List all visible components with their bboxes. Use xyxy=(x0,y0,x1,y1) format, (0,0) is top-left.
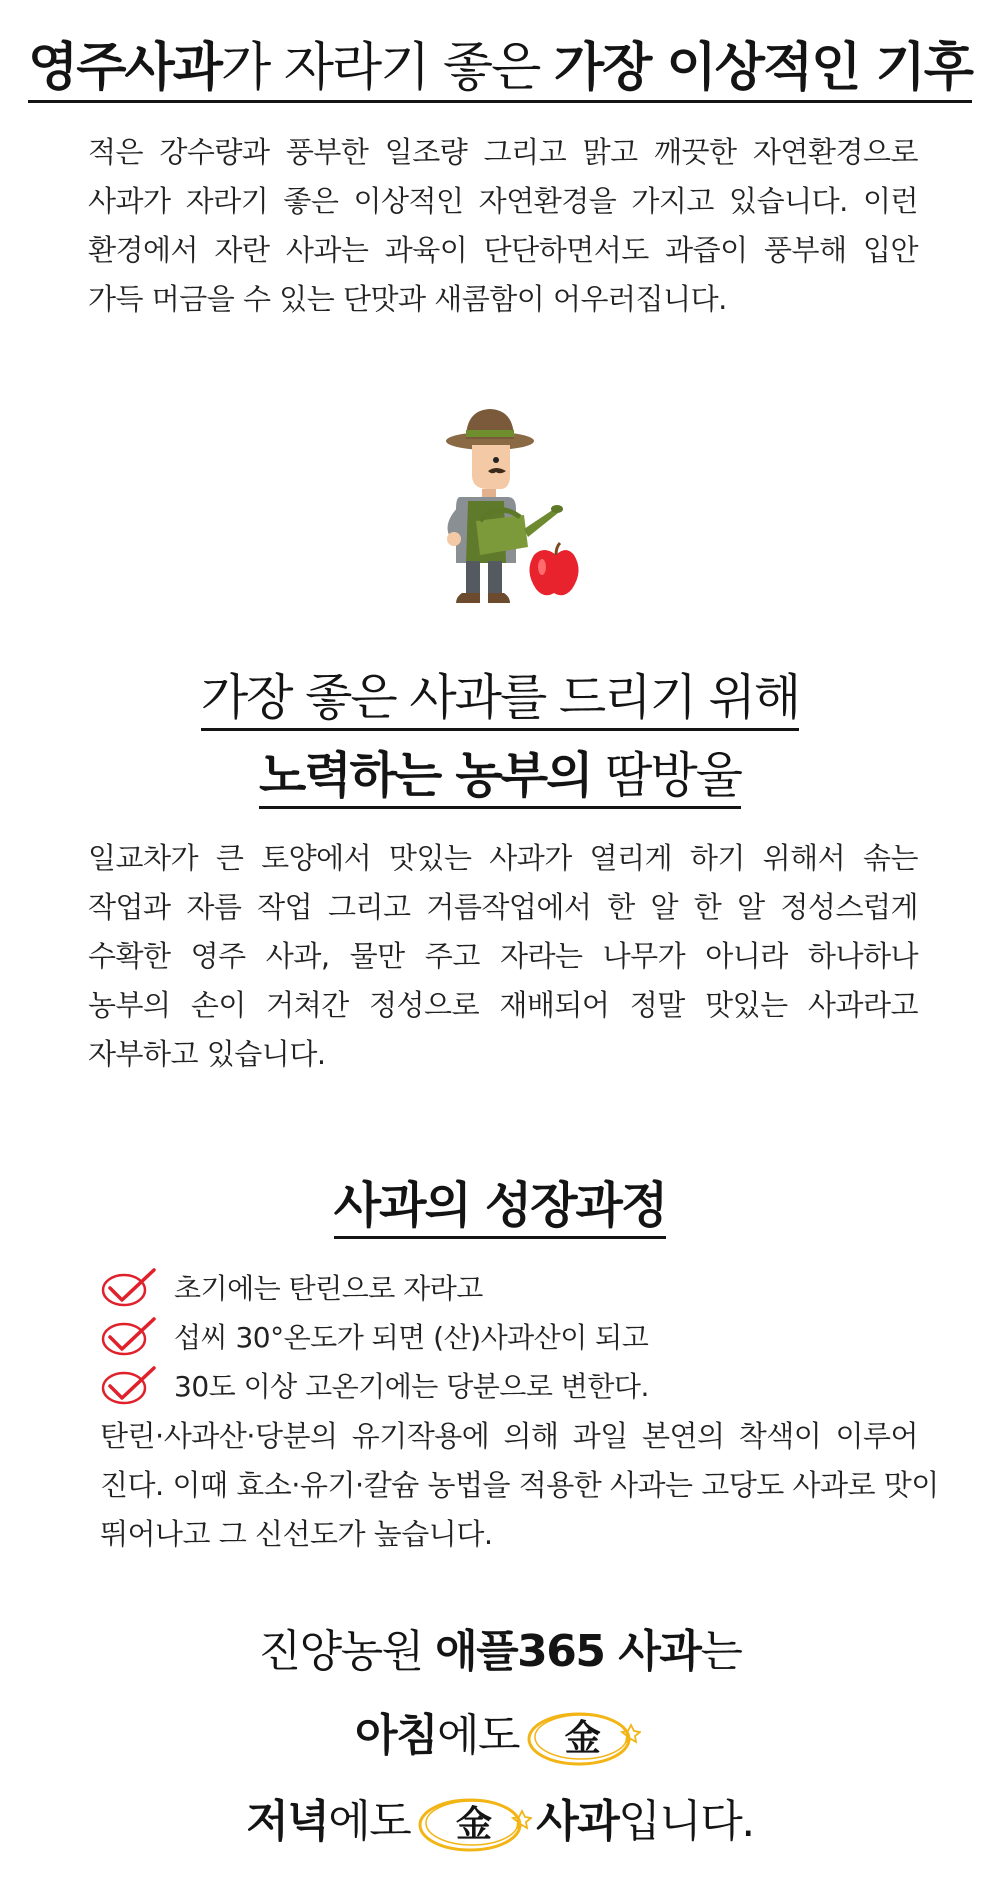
section2-line: 자부하고 있습니다. xyxy=(88,1037,326,1071)
closing-is: 입니다. xyxy=(618,1796,754,1847)
section2-title-normal: 땀방울 xyxy=(591,747,741,804)
checklist-text: 30도 이상 고온기에는 당분으로 변한다. xyxy=(174,1369,649,1403)
closing-brand: 애플365 사과 xyxy=(435,1626,701,1677)
gold-character: 金 xyxy=(455,1803,491,1845)
closing-line1 xyxy=(0,1612,1000,1692)
section2-line: 일교차가 큰 토양에서 맛있는 사과가 열리게 하기 위해서 솎는 xyxy=(88,841,918,875)
checklist-item xyxy=(100,1360,920,1409)
section2-line: 작업과 자름 작업 그리고 거름작업에서 한 알 한 알 정성스럽게 xyxy=(88,890,918,924)
checklist-item xyxy=(100,1311,920,1360)
closing-line3 xyxy=(0,1782,1000,1862)
section2-title-bold: 노력하는 농부의 xyxy=(259,747,592,804)
section2-title-line2 xyxy=(0,738,1000,814)
right-boot xyxy=(488,593,510,603)
growth-checklist xyxy=(100,1262,920,1409)
closing-also-2: 에도 xyxy=(328,1796,411,1847)
face xyxy=(472,445,510,489)
section3-paragraph xyxy=(100,1412,939,1559)
closing-apple: 사과 xyxy=(536,1796,619,1847)
section1-line: 사과가 자라기 좋은 이상적인 자연환경을 가지고 있습니다. 이런 xyxy=(88,184,918,218)
watering-can-body xyxy=(476,515,528,555)
section3-title xyxy=(0,1168,1000,1244)
section2-title-line2-underline xyxy=(259,747,741,809)
apple-highlight xyxy=(538,559,546,575)
section1-line: 환경에서 자란 사과는 과육이 단단하면서도 과즙이 풍부해 입안 xyxy=(88,233,918,267)
closing-farm-name: 진양농원 xyxy=(258,1626,436,1677)
title-bold-ideal-climate: 가장 이상적인 기후 xyxy=(553,38,972,98)
farmer-watering-apple-icon xyxy=(420,405,600,610)
apple xyxy=(529,550,578,595)
left-boot xyxy=(456,593,480,603)
closing-morning: 아침 xyxy=(354,1710,437,1761)
watering-can-rose xyxy=(551,505,563,513)
section2-line: 수확한 영주 사과, 물만 주고 자라는 나무가 아니라 하나하나 xyxy=(88,939,918,973)
check-mark-icon xyxy=(100,1266,158,1308)
section3-line: 진다. 이때 효소·유기·칼슘 농법을 적용한 사과는 고당도 사과로 맛이 xyxy=(100,1468,939,1502)
check-mark-icon xyxy=(100,1315,158,1357)
closing-also: 에도 xyxy=(437,1710,520,1761)
section3-title-text: 사과의 성장과정 xyxy=(334,1177,666,1239)
title-normal-text: 가 자라기 좋은 xyxy=(220,38,554,98)
section1-line: 적은 강수량과 풍부한 일조량 그리고 맑고 깨끗한 자연환경으로 xyxy=(88,135,918,169)
closing-evening: 저녁 xyxy=(246,1796,329,1847)
section1-line: 가득 머금을 수 있는 단맛과 새콤함이 어우러집니다. xyxy=(88,282,727,316)
section2-line: 농부의 손이 거쳐간 정성으로 재배되어 정말 맛있는 사과라고 xyxy=(88,988,918,1022)
watering-can-spout xyxy=(524,509,558,537)
section3-line: 탄린·사과산·당분의 유기작용에 의해 과일 본연의 착색이 이루어 xyxy=(100,1419,918,1453)
hand xyxy=(447,532,461,546)
gold-character: 金 xyxy=(564,1717,600,1759)
section1-title-underline xyxy=(28,38,972,103)
hat-band xyxy=(466,430,514,437)
neck xyxy=(482,489,496,497)
closing-particle: 는 xyxy=(700,1626,742,1677)
gold-badge xyxy=(523,1707,641,1769)
section1-title xyxy=(0,28,1000,108)
section3-line: 뛰어나고 그 신선도가 높습니다. xyxy=(100,1517,493,1551)
checklist-item xyxy=(100,1262,920,1311)
check-mark-icon xyxy=(100,1364,158,1406)
right-leg xyxy=(488,561,502,595)
closing-line2 xyxy=(0,1696,1000,1776)
checklist-text: 초기에는 탄린으로 자라고 xyxy=(174,1271,483,1305)
title-bold-yeongju-apple: 영주사과 xyxy=(28,38,221,98)
section2-title-line1-text: 가장 좋은 사과를 드리기 위해 xyxy=(201,669,799,731)
left-leg xyxy=(466,561,480,595)
section1-paragraph xyxy=(88,128,918,324)
eye xyxy=(493,457,499,463)
section2-paragraph xyxy=(88,834,918,1079)
checklist-text: 섭씨 30°온도가 되면 (산)사과산이 되고 xyxy=(174,1320,649,1354)
gold-badge xyxy=(414,1793,532,1855)
section2-title-line1 xyxy=(0,660,1000,736)
